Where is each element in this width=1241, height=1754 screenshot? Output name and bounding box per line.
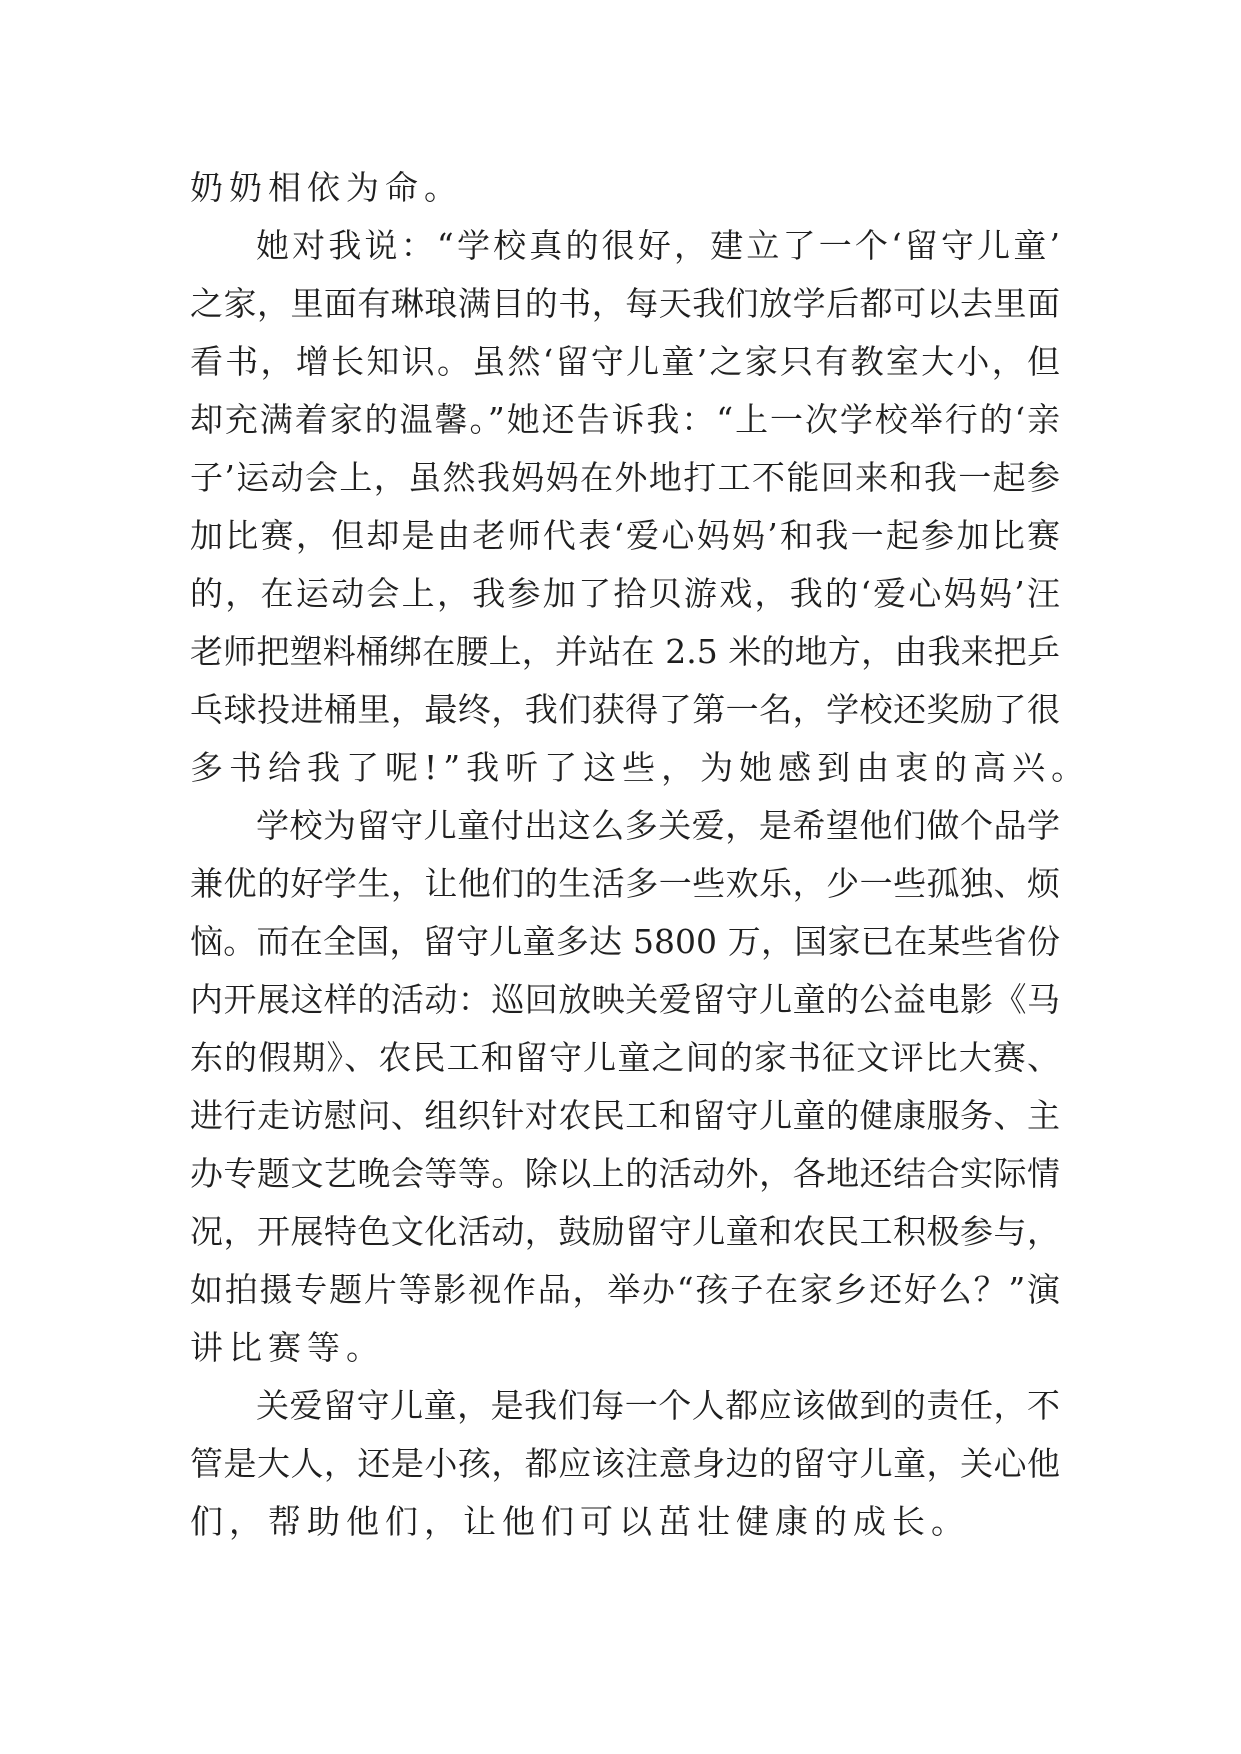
paragraph	[190, 797, 1060, 1377]
text-line: 兼优的好学生，让他们的生活多一些欢乐，少一些孤独、烦	[190, 864, 1060, 903]
text-line: 办专题文艺晚会等等。除以上的活动外，各地还结合实际情	[190, 1154, 1060, 1193]
text-line: 况，开展特色文化活动，鼓励留守儿童和农民工积极参与，	[190, 1212, 1060, 1251]
text-line: 加比赛，但却是由老师代表‘爱心妈妈’和我一起参加比赛	[190, 516, 1060, 555]
text-line: 老师把塑料桶绑在腰上，并站在 2.5 米的地方，由我来把乒	[190, 632, 1060, 671]
paragraph	[190, 217, 1091, 797]
text-line: 东的假期》、农民工和留守儿童之间的家书征文评比大赛、	[190, 1038, 1060, 1077]
text-line: 内开展这样的活动：巡回放映关爱留守儿童的公益电影《马	[190, 980, 1060, 1019]
text-line: 学校为留守儿童付出这么多关爱，是希望他们做个品学	[256, 806, 1060, 845]
text-line: 关爱留守儿童，是我们每一个人都应该做到的责任，不	[256, 1386, 1060, 1425]
text-line: 之家，里面有琳琅满目的书，每天我们放学后都可以去里面	[190, 284, 1060, 323]
text-line: 讲比赛等。	[190, 1328, 385, 1367]
text-line: 的，在运动会上，我参加了拾贝游戏，我的‘爱心妈妈’汪	[190, 574, 1060, 613]
text-line: 进行走访慰问、组织针对农民工和留守儿童的健康服务、主	[190, 1096, 1060, 1135]
paragraph	[190, 159, 1060, 217]
text-line: 如拍摄专题片等影视作品，举办“孩子在家乡还好么？”演	[190, 1270, 1060, 1309]
text-line: 子’运动会上，虽然我妈妈在外地打工不能回来和我一起参	[190, 458, 1060, 497]
text-line: 看书，增长知识。虽然‘留守儿童’之家只有教室大小，但	[190, 342, 1060, 381]
text-line: 她对我说：“学校真的很好，建立了一个‘留守儿童’	[256, 226, 1060, 265]
text-line: 却充满着家的温馨。”她还告诉我：“上一次学校举行的‘亲	[190, 400, 1060, 439]
paragraph	[190, 1377, 1060, 1551]
text-line: 们，帮助他们，让他们可以茁壮健康的成长。	[190, 1502, 970, 1541]
text-line: 奶奶相依为命。	[190, 168, 463, 207]
text-line: 多书给我了呢!”我听了这些，为她感到由衷的高兴。	[190, 748, 1091, 787]
text-line: 恼。而在全国，留守儿童多达 5800 万，国家已在某些省份	[190, 922, 1060, 961]
text-line: 管是大人，还是小孩，都应该注意身边的留守儿童，关心他	[190, 1444, 1060, 1483]
text-line: 乓球投进桶里，最终，我们获得了第一名，学校还奖励了很	[190, 690, 1060, 729]
document-body	[190, 159, 1091, 1551]
